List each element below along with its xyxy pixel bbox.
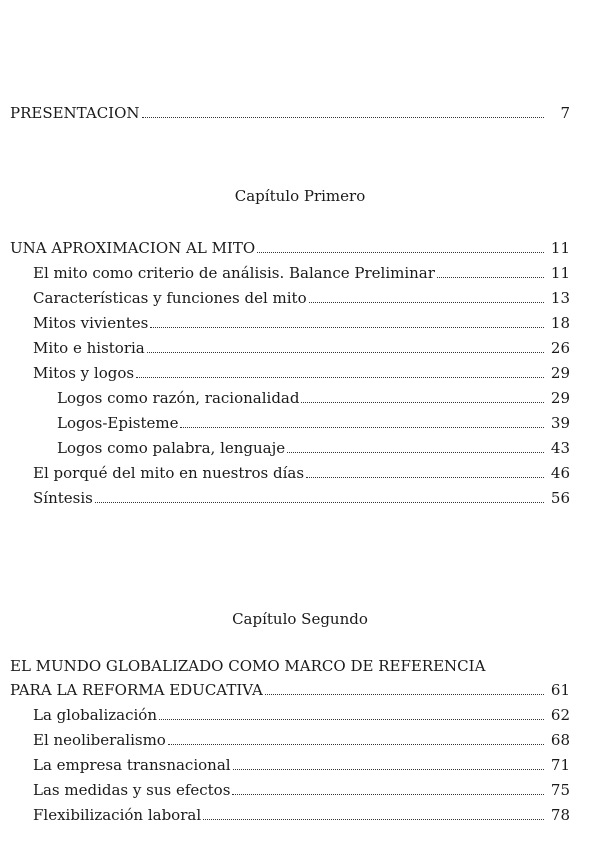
dot-leader (309, 302, 544, 303)
toc-page-number: 43 (550, 439, 570, 457)
dot-leader (168, 744, 544, 745)
toc-page-number: 62 (550, 706, 570, 724)
toc-page-number: 7 (560, 104, 570, 122)
toc-subentry (57, 388, 570, 408)
toc-entry (33, 488, 570, 508)
dot-leader (203, 819, 544, 820)
dot-leader (180, 427, 544, 428)
toc-entry-title: Mitos vivientes (33, 314, 149, 332)
toc-entry-title: El neoliberalismo (33, 731, 166, 749)
dot-leader (136, 377, 544, 378)
toc-chapter-title (10, 680, 570, 700)
dot-leader (437, 277, 544, 278)
toc-entry-title: Logos como palabra, lenguaje (57, 439, 286, 457)
toc-page-number: 11 (550, 239, 570, 257)
toc-page-number: 13 (550, 289, 570, 307)
toc-entry-title: Flexibilización laboral (33, 806, 202, 824)
toc-page-number: 29 (550, 389, 570, 407)
toc-entry (33, 363, 570, 383)
dot-leader (301, 402, 544, 403)
dot-leader (306, 477, 544, 478)
toc-page-number: 39 (550, 414, 570, 432)
toc-entry-title: Las medidas y sus efectos (33, 781, 231, 799)
toc-entry (33, 263, 570, 283)
toc-entry-title: Mitos y logos (33, 364, 135, 382)
toc-entry-title: UNA APROXIMACION AL MITO (10, 239, 256, 257)
toc-page-number: 26 (550, 339, 570, 357)
toc-page-number: 29 (550, 364, 570, 382)
toc-page-number: 46 (550, 464, 570, 482)
dot-leader (257, 252, 544, 253)
dot-leader (95, 502, 544, 503)
toc-entry (33, 780, 570, 800)
toc-entry-title: Características y funciones del mito (33, 289, 307, 307)
toc-entry-presentacion (10, 103, 570, 123)
toc-entry-title: Logos-Episteme (57, 414, 179, 432)
dot-leader (142, 117, 544, 118)
dot-leader (147, 352, 544, 353)
dot-leader (232, 794, 544, 795)
toc-entry-title: PARA LA REFORMA EDUCATIVA (10, 681, 263, 699)
toc-entry-title: El mito como criterio de análisis. Balance Preliminar (33, 264, 435, 282)
toc-page-number: 11 (550, 264, 570, 282)
toc-entry (33, 338, 570, 358)
toc-entry-title: Síntesis (33, 489, 93, 507)
toc-page-number: 71 (550, 756, 570, 774)
chapter-heading: Capítulo Segundo (232, 610, 368, 628)
dot-leader (287, 452, 544, 453)
chapter-heading: Capítulo Primero (234, 187, 366, 205)
toc-entry (33, 730, 570, 750)
toc-entry (33, 313, 570, 333)
toc-entry-title: Mito e historia (33, 339, 145, 357)
toc-page-number: 75 (550, 781, 570, 799)
toc-page-number: 61 (550, 681, 570, 699)
toc-page-number: 68 (550, 731, 570, 749)
toc-entry (33, 805, 570, 825)
toc-entry-title: La empresa transnacional (33, 756, 231, 774)
toc-entry-title: Logos como razón, racionalidad (57, 389, 300, 407)
toc-page-number: 78 (550, 806, 570, 824)
toc-chapter-title (10, 238, 570, 258)
toc-entry-title: La globalización (33, 706, 157, 724)
toc-page-number: 18 (550, 314, 570, 332)
toc-entry (33, 288, 570, 308)
toc-subentry (57, 413, 570, 433)
toc-entry-title: PRESENTACION (10, 104, 140, 122)
toc-page-number: 56 (550, 489, 570, 507)
toc-entry (33, 755, 570, 775)
toc-entry (33, 463, 570, 483)
dot-leader (265, 694, 544, 695)
toc-entry (33, 705, 570, 725)
toc-subentry (57, 438, 570, 458)
dot-leader (159, 719, 544, 720)
dot-leader (233, 769, 544, 770)
dot-leader (150, 327, 544, 328)
toc-entry-title: El porqué del mito en nuestros días (33, 464, 305, 482)
toc-chapter-title-line1: EL MUNDO GLOBALIZADO COMO MARCO DE REFERENCIA (10, 657, 486, 675)
